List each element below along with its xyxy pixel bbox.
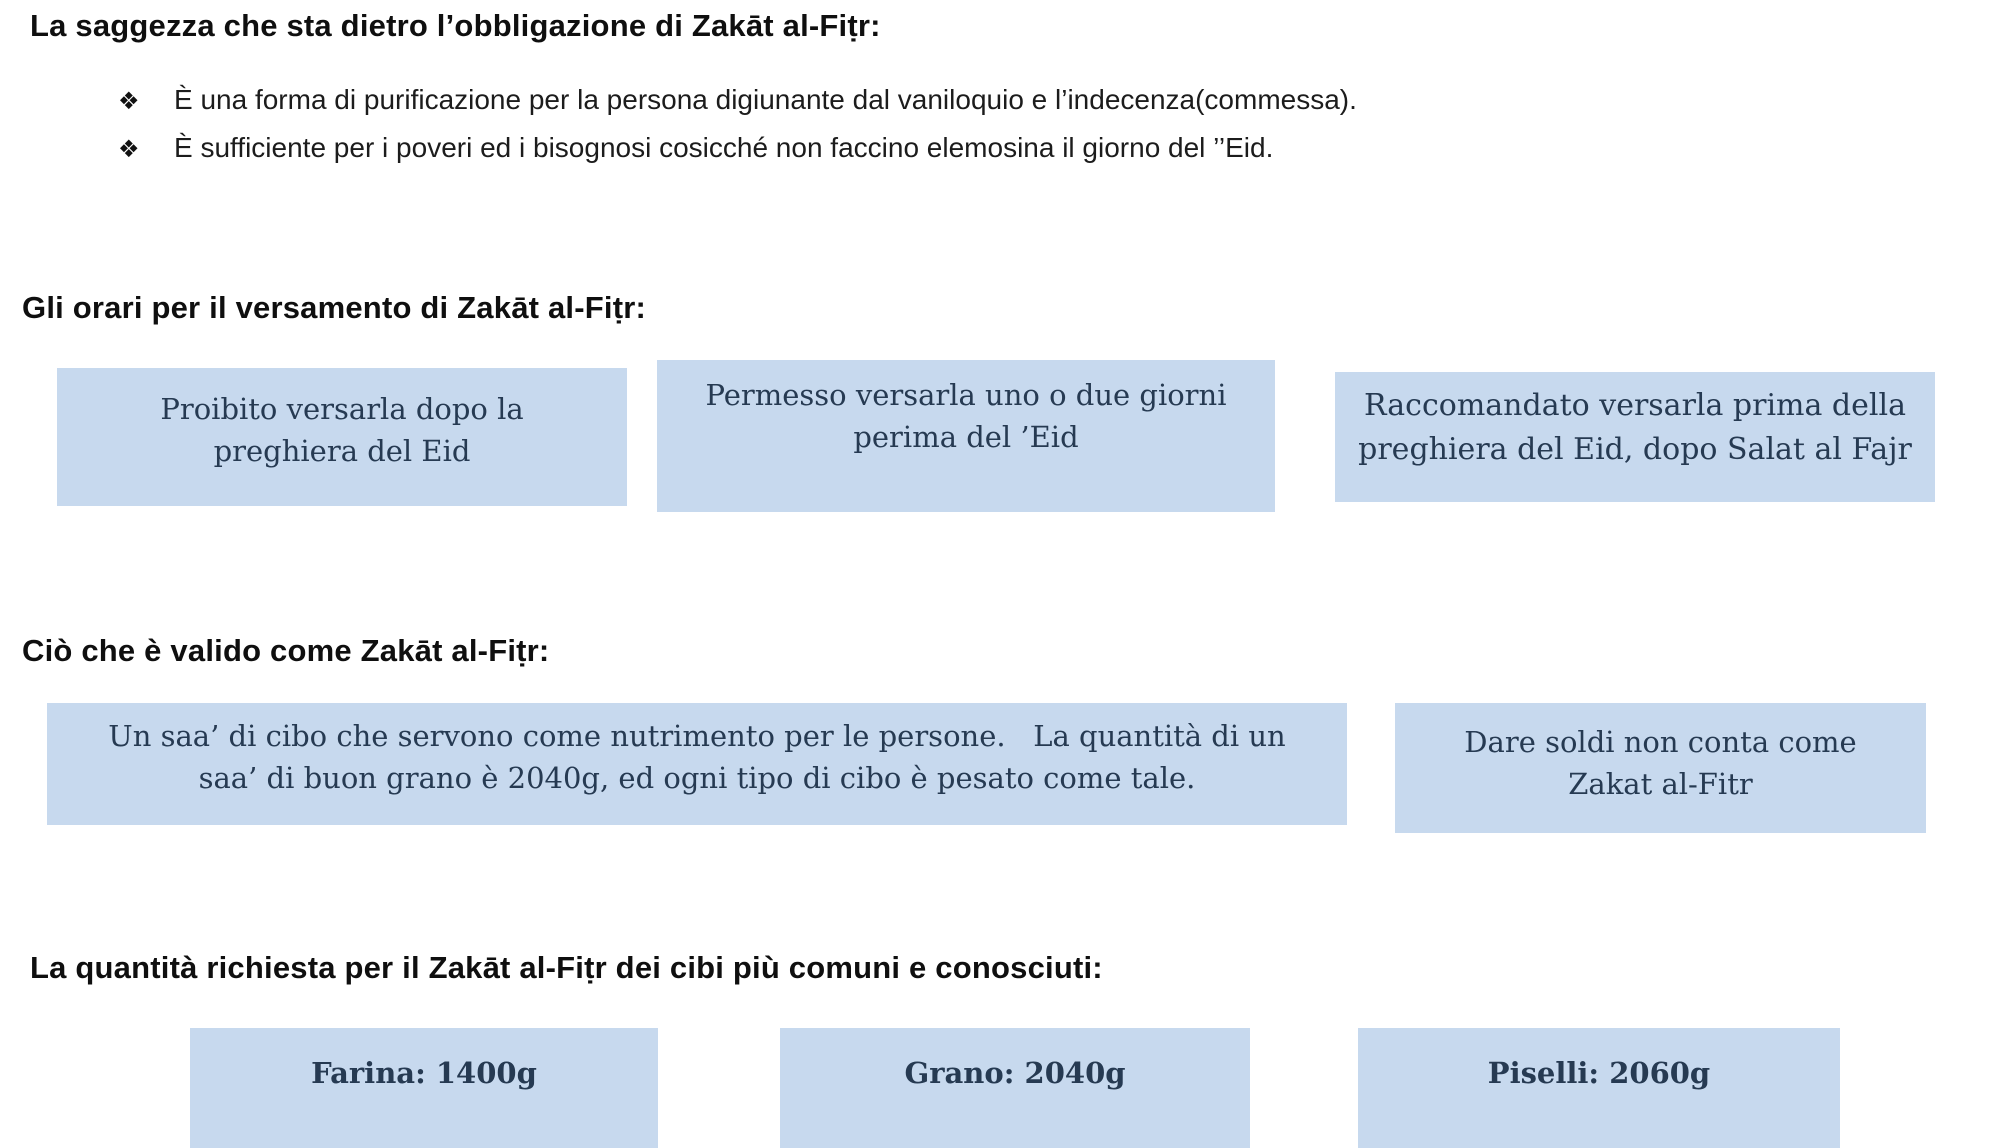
quantity-label: Piselli: 2060g <box>1487 1056 1711 1090</box>
callout-box-permitted-days-before <box>657 360 1275 512</box>
callout-line: Raccomandato versarla prima della <box>1364 388 1906 423</box>
quantity-box-grano <box>780 1028 1250 1148</box>
diamond-bullet-icon: ❖ <box>118 88 140 115</box>
quantity-box-farina <box>190 1028 658 1148</box>
callout-line: Un saa’ di cibo che servono come nutrimento per le persone. La quantità di un <box>108 719 1286 753</box>
callout-box-forbidden-after-prayer <box>57 368 627 506</box>
callout-line: preghiera del Eid, dopo Salat al Fajr <box>1358 432 1912 467</box>
callout-line: saa’ di buon grano è 2040g, ed ogni tipo di cibo è pesato come tale. <box>198 761 1196 795</box>
callout-line: preghiera del Eid <box>213 434 471 468</box>
quantity-label: Grano: 2040g <box>904 1056 1126 1090</box>
section-wisdom-heading: La saggezza che sta dietro l’obbligazione di Zakāt al-Fiṭr: <box>30 8 881 43</box>
callout-line: Zakat al-Fitr <box>1568 767 1753 801</box>
bullet-text: È una forma di purificazione per la persona digiunante dal vaniloquio e l’indecenza(commessa). <box>174 84 1357 115</box>
callout-line: Dare soldi non conta come <box>1464 725 1857 759</box>
callout-line: Proibito versarla dopo la <box>160 392 524 426</box>
quantity-box-piselli <box>1358 1028 1840 1148</box>
bullet-text: È sufficiente per i poveri ed i bisognosi cosicché non faccino elemosina il giorno del ’’Eid. <box>174 132 1274 163</box>
bullet-item <box>118 84 1357 116</box>
section-validity-heading: Ciò che è valido come Zakāt al-Fiṭr: <box>22 633 550 668</box>
callout-line: Permesso versarla uno o due giorni <box>705 378 1227 412</box>
section-quantities-heading: La quantità richiesta per il Zakāt al-Fiṭr dei cibi più comuni e conosciuti: <box>30 950 1103 985</box>
quantity-label: Farina: 1400g <box>311 1056 537 1090</box>
bullet-item <box>118 132 1273 164</box>
callout-line: perima del ’Eid <box>853 420 1079 454</box>
callout-box-recommended-before-prayer <box>1335 372 1935 502</box>
callout-box-saa-of-food <box>47 703 1347 825</box>
section-times-heading: Gli orari per il versamento di Zakāt al-Fiṭr: <box>22 290 647 325</box>
callout-box-money-not-valid <box>1395 703 1926 833</box>
diamond-bullet-icon: ❖ <box>118 136 140 163</box>
